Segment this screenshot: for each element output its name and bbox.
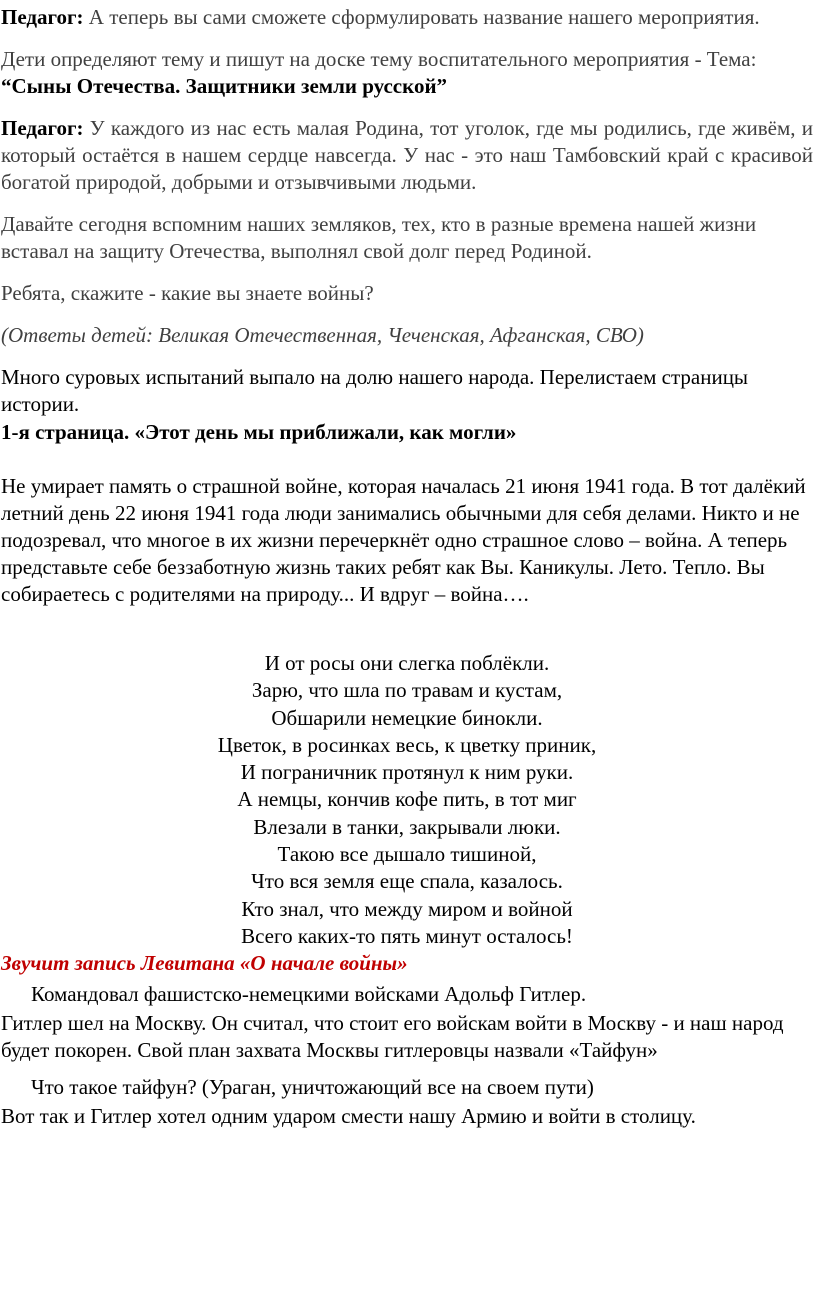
war-memory-paragraph: Не умирает память о страшной войне, которая началась 21 июня 1941 года. В тот далёкий летний день 22 июня 1941 года люди занимались обычными для себя делами. Никто и не подозревал, что многое в их жизни перечеркнёт одно страшное слово – война. А теперь представьте себе беззаботную жизнь таких ребят как Вы. Каникулы. Лето. Тепло. Вы собираетесь с родителями на природу... И вдруг – война…. — [1, 474, 806, 606]
poem-line: И пограничник протянул к ним руки. — [240, 760, 574, 785]
poem-line: Кто знал, что между миром и войной — [241, 896, 573, 921]
poem-line: Цветок, в росинках весь, к цветку приник, — [217, 732, 597, 757]
teacher-label: Педагог: — [1, 116, 84, 140]
teacher-homeland-text: У каждого из нас есть малая Родина, тот уголок, где мы родились, где живём, и который остаётся в нашем сердце навсегда. У нас - это наш Тамбовский край с красивой богатой природой, добрыми и отзывчивыми людьми. — [1, 116, 813, 194]
remember-paragraph: Давайте сегодня вспомним наших земляков, тех, кто в разные времена нашей жизни вставал на защиту Отечества, выполнял свой долг перед Родиной. — [1, 212, 757, 263]
levitan-recording-note: Звучит запись Левитана «О начале войны» — [1, 951, 408, 976]
topic-text: Дети определяют тему и пишут на доске тему воспитательного мероприятия - Тема: — [1, 47, 757, 71]
question-paragraph: Ребята, скажите - какие вы знаете войны? — [1, 281, 374, 305]
teacher-homeland-paragraph — [1, 115, 813, 196]
moscow-plan-paragraph: Гитлер шел на Москву. Он считал, что стоит его войскам войти в Москву - и наш народ будет покорен. Свой план захвата Москвы гитлеровцы назвали «Тайфун» — [1, 1011, 784, 1063]
poem-line: Такою все дышало тишиной, — [277, 842, 537, 867]
teacher-intro-text: А теперь вы сами сможете сформулировать название нашего мероприятия. — [83, 5, 760, 29]
poem-line: И от росы они слегка поблёкли. — [264, 651, 550, 675]
poem-line: А немцы, кончив кофе пить, в тот миг — [237, 787, 577, 812]
hitler-command-paragraph: Командовал фашистско-немецкими войсками Адольф Гитлер. — [31, 982, 587, 1007]
hitler-plan-paragraph: Вот так и Гитлер хотел одним ударом смести нашу Армию и войти в столицу. — [1, 1104, 696, 1129]
poem-line: Обшарили немецкие бинокли. — [271, 705, 543, 730]
teacher-label: Педагог: — [1, 5, 84, 29]
teacher-intro-paragraph — [1, 4, 813, 31]
poem-line: Всего каких-то пять минут осталось! — [241, 923, 573, 948]
trials-paragraph: Много суровых испытаний выпало на долю нашего народа. Перелистаем страницы истории. — [1, 365, 749, 416]
poem-line: Влезали в танки, закрывали люки. — [253, 814, 561, 839]
typhoon-question-paragraph: Что такое тайфун? (Ураган, уничтожающий все на своем пути) — [31, 1075, 594, 1100]
poem-line: Зарю, что шла по травам и кустам, — [251, 678, 563, 703]
poem — [1, 650, 813, 950]
topic-title: “Сыны Отечества. Защитники земли русской” — [1, 74, 448, 98]
children-answers: (Ответы детей: Великая Отечественная, Чеченская, Афганская, СВО) — [1, 323, 644, 347]
page-one-heading: 1-я страница. «Этот день мы приближали, как могли» — [1, 420, 517, 444]
topic-paragraph — [1, 46, 813, 100]
poem-line: Что вся земля еще спала, казалось. — [251, 869, 563, 894]
document-page — [0, 4, 816, 1292]
